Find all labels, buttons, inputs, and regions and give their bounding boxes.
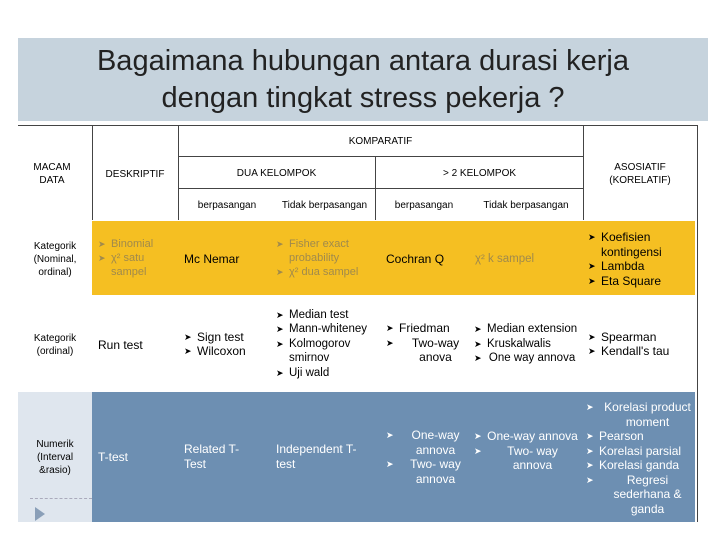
numerik-lebih-berpasangan: [386, 426, 472, 488]
ordinal-asosiatif: [588, 326, 696, 362]
list-item: ➤ Korelasi ganda: [586, 458, 696, 473]
list-item: ➤ Uji wald: [276, 366, 367, 381]
list-item: ➤ Regresi sederhana & ganda: [586, 473, 696, 517]
list-item: ➤ χ² dua sampel: [276, 265, 376, 279]
header-tidak-berpasangan: Tidak berpasangan: [281, 199, 368, 211]
nominal-dua-tidak-berpasangan: [276, 226, 376, 290]
numerik-deskriptif: T-test: [98, 449, 129, 464]
list-item: ➤ Fisher exact probability: [276, 237, 376, 265]
list-item: ➤ Kruskalwalis: [474, 337, 577, 352]
row-label-ordinal: Kategorik (ordinal): [33, 333, 77, 357]
list-item: ➤ One-way annova: [474, 429, 578, 444]
ordinal-lebih-berpasangan: [386, 320, 472, 366]
list-item: ➤ Kolmogorov smirnov: [276, 337, 362, 366]
list-item: ➤ Friedman: [386, 321, 472, 336]
numerik-lebih-tidak-berpasangan: [474, 418, 578, 484]
list-item: ➤ Sign test: [184, 330, 246, 345]
header-divider: [178, 156, 583, 157]
ordinal-dua-tidak-berpasangan: [276, 306, 376, 382]
header-macam-data: MACAM DATA: [33, 162, 71, 186]
nominal-lebih-tidak-berpasangan: χ² k sampel: [475, 252, 535, 265]
row-label-numerik: Numerik (Interval &rasio): [36, 438, 74, 476]
list-item: ➤ Pearson: [586, 429, 696, 444]
list-item: ➤ Two-way anova: [386, 336, 472, 365]
nominal-lebih-berpasangan: Cochran Q: [386, 251, 445, 266]
header-lebih-dua-kelompok: > 2 KELOMPOK: [442, 167, 517, 179]
numerik-dua-berpasangan: Related T-Test: [184, 442, 240, 471]
list-item: ➤ Kendall's tau: [588, 344, 669, 359]
list-item: ➤ Koefisien kontingensi: [588, 230, 696, 259]
numerik-dua-tidak-berpasangan: Independent T- test: [276, 442, 357, 471]
numerik-asosiatif: [586, 396, 696, 520]
list-item: ➤ Lambda: [588, 259, 696, 274]
nominal-dua-berpasangan: Mc Nemar: [184, 251, 240, 266]
ordinal-dua-berpasangan: [184, 326, 274, 362]
header-divider: [178, 188, 583, 189]
list-item: ➤ One way annova: [474, 351, 577, 366]
play-icon: [35, 507, 45, 521]
ordinal-lebih-tidak-berpasangan: [474, 306, 582, 382]
list-item: ➤ Korelasi product moment: [586, 400, 696, 429]
list-item: ➤ Spearman: [588, 330, 669, 345]
ordinal-deskriptif: Run test: [98, 337, 143, 352]
dashed-divider: [30, 498, 92, 499]
list-item: ➤ Mann-whiteney: [276, 322, 367, 337]
list-item: ➤ Two- way annova: [386, 457, 472, 486]
list-item: ➤ Median test: [276, 308, 367, 323]
header-berpasangan: berpasangan: [197, 199, 257, 211]
list-item: ➤ Eta Square: [588, 274, 696, 289]
header-berpasangan: berpasangan: [394, 199, 454, 211]
header-divider: [583, 125, 584, 220]
title-line-1: Bagaimana hubungan antara durasi kerja: [96, 44, 630, 77]
list-item: ➤ χ² satu sampel: [98, 251, 178, 279]
header-deskriptif: DESKRIPTIF: [105, 168, 165, 180]
list-item: ➤ Korelasi parsial: [586, 444, 696, 459]
title-line-2: dengan tingkat stress pekerja ?: [161, 81, 565, 114]
header-tidak-berpasangan: Tidak berpasangan: [483, 199, 569, 211]
list-item: ➤ One-way annova: [386, 428, 472, 457]
header-divider: [92, 125, 93, 220]
header-asosiatif: ASOSIATIF (KORELATIF): [609, 162, 671, 186]
header-dua-kelompok: DUA KELOMPOK: [236, 167, 317, 179]
list-item: ➤ Median extension: [474, 322, 577, 337]
row-label-nominal: Kategorik (Nominal, ordinal): [33, 240, 77, 278]
list-item: ➤ Binomial: [98, 237, 178, 251]
slide-title: [18, 38, 708, 121]
list-item: ➤ Wilcoxon: [184, 344, 246, 359]
header-komparatif: KOMPARATIF: [348, 135, 413, 147]
header-divider: [697, 125, 698, 522]
nominal-deskriptif: [98, 226, 178, 290]
nominal-asosiatif: [588, 229, 696, 289]
list-item: ➤ Two- way annova: [474, 444, 578, 473]
header-divider: [18, 125, 697, 126]
